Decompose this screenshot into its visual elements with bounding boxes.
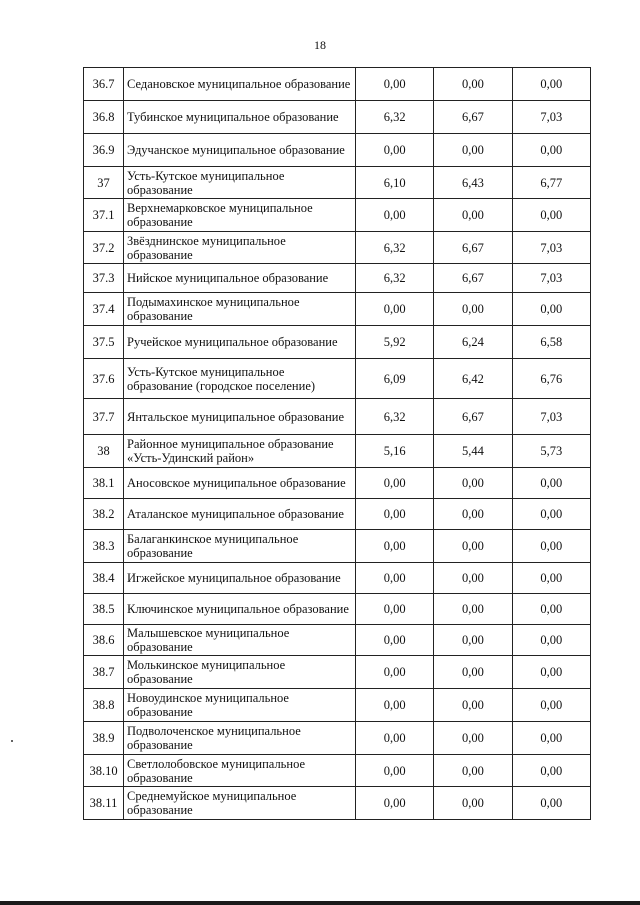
table-row bbox=[84, 468, 591, 499]
value-col-1: 0,00 bbox=[356, 134, 434, 167]
value-col-1: 0,00 bbox=[356, 787, 434, 820]
page-bottom-edge bbox=[0, 901, 640, 905]
value-col-2: 0,00 bbox=[434, 499, 512, 530]
value-col-2: 0,00 bbox=[434, 787, 512, 820]
value-col-1: 0,00 bbox=[356, 499, 434, 530]
municipality-name: Ключинское муниципальное образование bbox=[124, 594, 356, 625]
value-col-1: 6,32 bbox=[356, 232, 434, 264]
municipality-name: Молькинское муниципальное образование bbox=[124, 656, 356, 689]
municipality-name: Аносовское муниципальное образование bbox=[124, 468, 356, 499]
municipality-name: Среднемуйское муниципальное образование bbox=[124, 787, 356, 820]
row-number: 38.10 bbox=[84, 755, 124, 787]
table-row bbox=[84, 435, 591, 468]
value-col-2: 5,44 bbox=[434, 435, 512, 468]
row-number: 38.7 bbox=[84, 656, 124, 689]
value-col-1: 0,00 bbox=[356, 530, 434, 563]
table-row bbox=[84, 68, 591, 101]
value-col-1: 5,92 bbox=[356, 326, 434, 359]
value-col-2: 0,00 bbox=[434, 68, 512, 101]
municipality-name: Светлолобовское муниципальное образование bbox=[124, 755, 356, 787]
value-col-2: 6,67 bbox=[434, 232, 512, 264]
data-table bbox=[83, 67, 591, 820]
value-col-1: 0,00 bbox=[356, 563, 434, 594]
value-col-1: 6,09 bbox=[356, 359, 434, 399]
value-col-2: 6,43 bbox=[434, 167, 512, 199]
municipality-name: Подволоченское муниципальное образование bbox=[124, 722, 356, 755]
value-col-3: 5,73 bbox=[512, 435, 590, 468]
value-col-1: 0,00 bbox=[356, 625, 434, 656]
value-col-2: 6,67 bbox=[434, 264, 512, 293]
municipality-name: Усть-Кутское муниципальное образование (городское поселение) bbox=[124, 359, 356, 399]
row-number: 38.4 bbox=[84, 563, 124, 594]
row-number: 38.9 bbox=[84, 722, 124, 755]
row-number: 36.7 bbox=[84, 68, 124, 101]
row-number: 36.8 bbox=[84, 101, 124, 134]
table-row bbox=[84, 563, 591, 594]
table-row bbox=[84, 787, 591, 820]
table-row bbox=[84, 326, 591, 359]
municipality-name: Нийское муниципальное образование bbox=[124, 264, 356, 293]
page-number: 18 bbox=[314, 38, 326, 52]
value-col-2: 0,00 bbox=[434, 755, 512, 787]
value-col-2: 0,00 bbox=[434, 468, 512, 499]
table-row bbox=[84, 199, 591, 232]
value-col-3: 0,00 bbox=[512, 563, 590, 594]
table-row bbox=[84, 755, 591, 787]
table-row bbox=[84, 399, 591, 435]
value-col-3: 0,00 bbox=[512, 787, 590, 820]
municipality-name: Верхнемарковское муниципальное образование bbox=[124, 199, 356, 232]
table-row bbox=[84, 134, 591, 167]
row-number: 38.5 bbox=[84, 594, 124, 625]
value-col-1: 0,00 bbox=[356, 722, 434, 755]
value-col-2: 0,00 bbox=[434, 689, 512, 722]
value-col-1: 6,32 bbox=[356, 101, 434, 134]
value-col-1: 0,00 bbox=[356, 689, 434, 722]
municipality-name: Аталанское муниципальное образование bbox=[124, 499, 356, 530]
value-col-3: 0,00 bbox=[512, 68, 590, 101]
table-body bbox=[84, 68, 591, 820]
row-number: 36.9 bbox=[84, 134, 124, 167]
value-col-1: 6,32 bbox=[356, 399, 434, 435]
row-number: 37.3 bbox=[84, 264, 124, 293]
value-col-1: 0,00 bbox=[356, 656, 434, 689]
value-col-3: 6,77 bbox=[512, 167, 590, 199]
row-number: 37.6 bbox=[84, 359, 124, 399]
municipality-name: Малышевское муниципальное образование bbox=[124, 625, 356, 656]
row-number: 38.11 bbox=[84, 787, 124, 820]
row-number: 37.7 bbox=[84, 399, 124, 435]
value-col-2: 0,00 bbox=[434, 563, 512, 594]
row-number: 38.8 bbox=[84, 689, 124, 722]
value-col-3: 0,00 bbox=[512, 755, 590, 787]
row-number: 37.2 bbox=[84, 232, 124, 264]
table-row bbox=[84, 625, 591, 656]
value-col-1: 6,32 bbox=[356, 264, 434, 293]
value-col-3: 0,00 bbox=[512, 134, 590, 167]
municipality-name: Усть-Кутское муниципальное образование bbox=[124, 167, 356, 199]
value-col-1: 0,00 bbox=[356, 468, 434, 499]
value-col-3: 6,58 bbox=[512, 326, 590, 359]
value-col-2: 6,24 bbox=[434, 326, 512, 359]
row-number: 37.1 bbox=[84, 199, 124, 232]
value-col-3: 0,00 bbox=[512, 499, 590, 530]
table-row bbox=[84, 167, 591, 199]
value-col-2: 0,00 bbox=[434, 530, 512, 563]
table-row bbox=[84, 722, 591, 755]
value-col-2: 0,00 bbox=[434, 625, 512, 656]
value-col-3: 0,00 bbox=[512, 530, 590, 563]
row-number: 38.2 bbox=[84, 499, 124, 530]
value-col-1: 0,00 bbox=[356, 293, 434, 326]
value-col-3: 0,00 bbox=[512, 689, 590, 722]
municipality-name: Новоудинское муниципальное образование bbox=[124, 689, 356, 722]
value-col-2: 0,00 bbox=[434, 293, 512, 326]
table-row bbox=[84, 232, 591, 264]
municipality-name: Звёзднинское муниципальное образование bbox=[124, 232, 356, 264]
value-col-3: 0,00 bbox=[512, 625, 590, 656]
table-row bbox=[84, 101, 591, 134]
value-col-2: 0,00 bbox=[434, 134, 512, 167]
value-col-2: 6,42 bbox=[434, 359, 512, 399]
value-col-1: 0,00 bbox=[356, 755, 434, 787]
value-col-3: 7,03 bbox=[512, 101, 590, 134]
table-row bbox=[84, 293, 591, 326]
table-row bbox=[84, 359, 591, 399]
municipality-name: Районное муниципальное образование «Усть-Удинский район» bbox=[124, 435, 356, 468]
value-col-2: 6,67 bbox=[434, 101, 512, 134]
value-col-3: 0,00 bbox=[512, 468, 590, 499]
value-col-1: 0,00 bbox=[356, 199, 434, 232]
value-col-1: 0,00 bbox=[356, 68, 434, 101]
row-number: 38.6 bbox=[84, 625, 124, 656]
value-col-1: 6,10 bbox=[356, 167, 434, 199]
table-row bbox=[84, 689, 591, 722]
value-col-3: 7,03 bbox=[512, 399, 590, 435]
municipality-name: Янтальское муниципальное образование bbox=[124, 399, 356, 435]
value-col-1: 5,16 bbox=[356, 435, 434, 468]
row-number: 38.3 bbox=[84, 530, 124, 563]
table-row bbox=[84, 264, 591, 293]
table-row bbox=[84, 656, 591, 689]
municipality-name: Подымахинское муниципальное образование bbox=[124, 293, 356, 326]
value-col-3: 0,00 bbox=[512, 594, 590, 625]
table-row bbox=[84, 499, 591, 530]
value-col-3: 0,00 bbox=[512, 656, 590, 689]
row-number: 37 bbox=[84, 167, 124, 199]
value-col-1: 0,00 bbox=[356, 594, 434, 625]
value-col-3: 7,03 bbox=[512, 264, 590, 293]
value-col-3: 7,03 bbox=[512, 232, 590, 264]
municipality-name: Тубинское муниципальное образование bbox=[124, 101, 356, 134]
table-row bbox=[84, 594, 591, 625]
value-col-3: 0,00 bbox=[512, 293, 590, 326]
row-number: 37.4 bbox=[84, 293, 124, 326]
municipality-name: Балаганкинское муниципальное образование bbox=[124, 530, 356, 563]
value-col-2: 6,67 bbox=[434, 399, 512, 435]
scan-artifact bbox=[11, 740, 13, 742]
value-col-3: 0,00 bbox=[512, 722, 590, 755]
value-col-2: 0,00 bbox=[434, 594, 512, 625]
municipality-name: Ручейское муниципальное образование bbox=[124, 326, 356, 359]
value-col-3: 6,76 bbox=[512, 359, 590, 399]
value-col-3: 0,00 bbox=[512, 199, 590, 232]
row-number: 37.5 bbox=[84, 326, 124, 359]
municipality-name: Эдучанское муниципальное образование bbox=[124, 134, 356, 167]
row-number: 38.1 bbox=[84, 468, 124, 499]
municipality-name: Седановское муниципальное образование bbox=[124, 68, 356, 101]
row-number: 38 bbox=[84, 435, 124, 468]
table-row bbox=[84, 530, 591, 563]
value-col-2: 0,00 bbox=[434, 722, 512, 755]
value-col-2: 0,00 bbox=[434, 656, 512, 689]
municipality-name: Игжейское муниципальное образование bbox=[124, 563, 356, 594]
value-col-2: 0,00 bbox=[434, 199, 512, 232]
